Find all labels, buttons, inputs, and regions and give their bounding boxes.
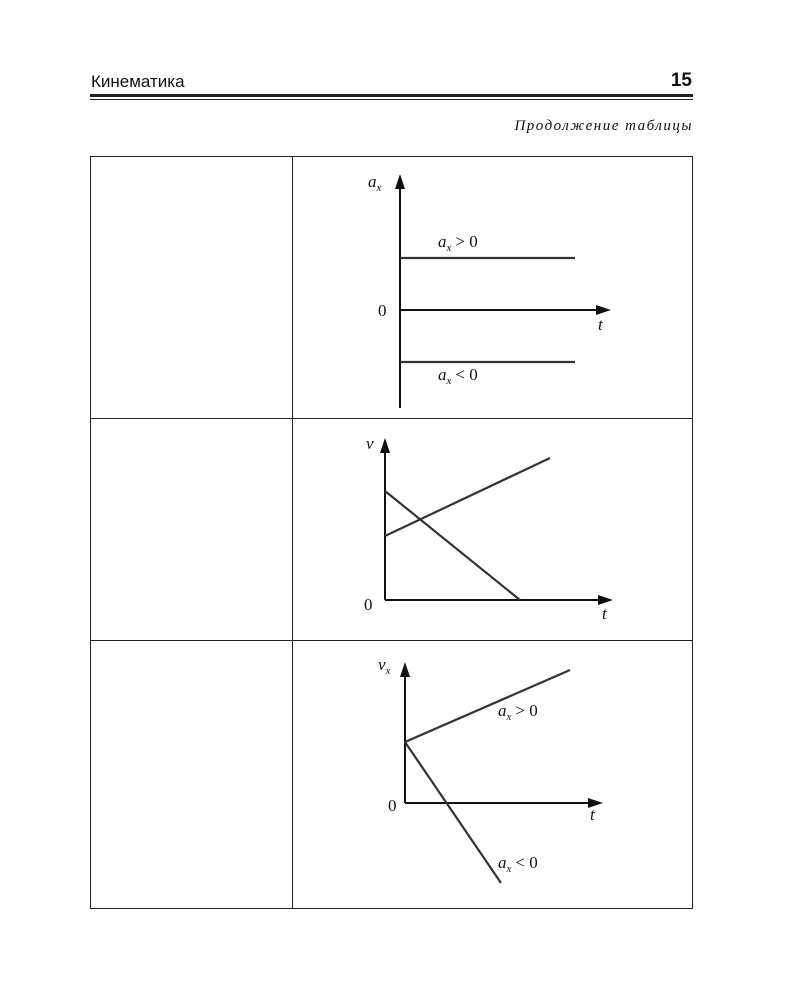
lower-line-label: $a_x < 0$ <box>498 853 538 875</box>
y-axis-arrow-icon <box>395 174 405 189</box>
upper-line-label: $a_x > 0$ <box>498 701 538 723</box>
line-decreasing-velocity <box>385 491 520 600</box>
origin-label: 0 <box>388 796 397 815</box>
x-axis-label: t <box>598 315 603 334</box>
origin-label: 0 <box>378 301 387 320</box>
line-negative-acceleration <box>405 742 501 883</box>
x-axis-arrow-icon <box>596 305 611 315</box>
running-header-title: Кинематика <box>91 72 185 91</box>
y-axis-arrow-icon <box>400 662 410 677</box>
lower-line-label: $a_x < 0$ <box>438 365 478 387</box>
x-axis-label: t <box>590 805 595 824</box>
page-number: 15 <box>670 70 692 91</box>
y-axis-label: $a_x$ <box>368 172 382 194</box>
table-continuation-caption: Продолжение таблицы <box>514 118 693 134</box>
y-axis-arrow-icon <box>380 438 390 453</box>
graph-velocity-x-time <box>378 655 603 883</box>
x-axis-label: t <box>602 604 607 623</box>
graph-velocity-time <box>364 434 613 623</box>
graph-acceleration-time <box>368 172 611 408</box>
y-axis-label: $v_x$ <box>378 655 391 677</box>
line-increasing-velocity <box>385 458 550 536</box>
y-axis-label: v <box>366 434 374 453</box>
upper-line-label: $a_x > 0$ <box>438 232 478 254</box>
origin-label: 0 <box>364 595 373 614</box>
line-positive-acceleration <box>405 670 570 742</box>
